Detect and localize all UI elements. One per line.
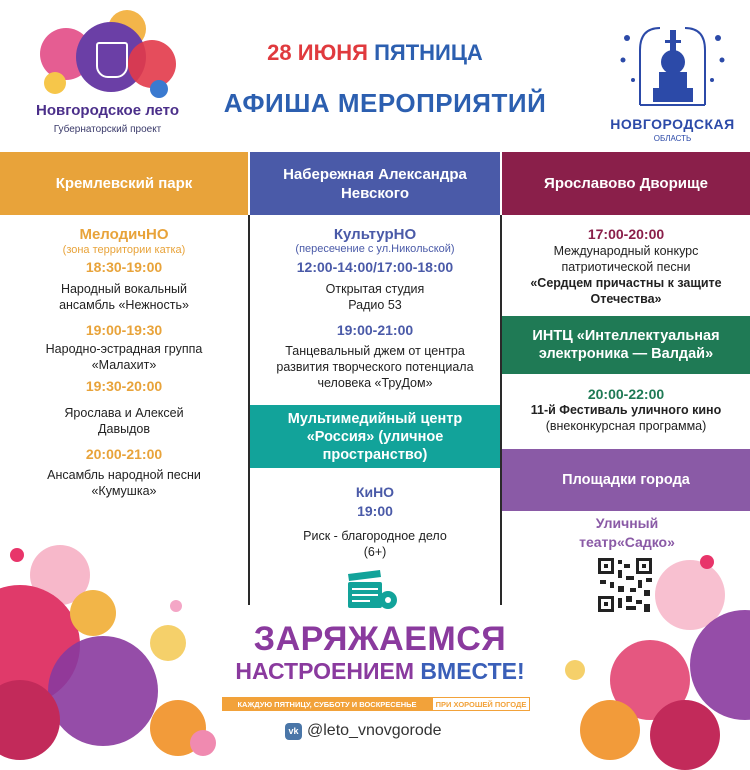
kino-title: КиНО <box>355 484 395 500</box>
logo-circle-red <box>128 40 176 88</box>
vk-icon: vk <box>285 723 302 740</box>
event-title: Ансамбль народной песни «Кумушка» <box>47 468 201 498</box>
venue-band-intc: ИНТЦ «Интеллектуальная электроника — Валдай» <box>502 316 750 374</box>
column-header-embankment: Набережная Александра Невского <box>250 152 500 215</box>
venue-name: МелодичНО <box>79 226 169 243</box>
event-title: Ярослава и Алексей Давыдов <box>64 406 184 436</box>
event-title: Открытая студия Радио 53 <box>325 282 425 312</box>
event-time: 12:00-14:00/17:00-18:00 <box>296 259 454 275</box>
event-weekday: ПЯТНИЦА <box>374 40 483 65</box>
event-title: Международный конкурс патриотической песни <box>553 244 699 274</box>
region-logo <box>605 10 740 155</box>
event-time: 19:00-21:00 <box>336 322 414 338</box>
logo-circle-yellow <box>44 72 66 94</box>
venue-band-multimedia: Мультимедийный центр «Россия» (уличное пространство) <box>250 405 500 468</box>
qr-code-icon <box>596 556 654 614</box>
brand-name: Новгородское лето <box>36 102 179 119</box>
schedule-strip-weather: ПРИ ХОРОШЕЙ ПОГОДЕ <box>432 697 530 711</box>
region-subtitle: ОБЛАСТЬ <box>653 134 692 143</box>
slogan-line-1: ЗАРЯЖАЕМСЯ <box>253 620 507 658</box>
event-time: 20:00-21:00 <box>85 446 163 462</box>
monument-icon <box>605 10 740 115</box>
event-date: 28 ИЮНЯ <box>267 40 368 65</box>
social-link[interactable] <box>285 722 442 740</box>
event-time: 18:30-19:00 <box>85 259 163 275</box>
logo-circle-blue <box>150 80 168 98</box>
slogan-word-mood: НАСТРОЕНИЕМ <box>235 658 415 684</box>
event-title: Народный вокальный ансамбль «Нежность» <box>59 282 189 312</box>
event-note: (внеконкурсная программа) <box>545 419 707 433</box>
event-time: 17:00-20:00 <box>587 226 665 242</box>
venue-note: (пересечение с ул.Никольской) <box>295 243 455 255</box>
kino-time: 19:00 <box>357 503 393 519</box>
brand-subtitle: Губернаторский проект <box>53 124 162 135</box>
slogan-line-2 <box>215 658 545 685</box>
page-title: АФИША МЕРОПРИЯТИЙ <box>223 88 547 118</box>
column-header-yaroslavovo: Ярославово Дворище <box>502 152 750 215</box>
social-handle: @leto_vnovgorode <box>307 722 442 739</box>
venue-name: КультурНО <box>333 226 417 243</box>
kino-film: Риск - благородное дело (6+) <box>303 529 447 559</box>
theatre-title: Уличный театр«Садко» <box>579 515 675 550</box>
schedule-strip-days: КАЖДУЮ ПЯТНИЦУ, СУББОТУ И ВОСКРЕСЕНЬЕ <box>222 697 432 711</box>
region-name: НОВГОРОДСКАЯ <box>610 116 735 132</box>
brand-logo <box>20 10 195 145</box>
column-header-kremlin-park: Кремлевский парк <box>0 152 248 215</box>
event-title-bold: 11-й Фестиваль уличного кино <box>530 403 722 417</box>
crest-icon <box>96 42 128 78</box>
event-title: Танцевальный джем от центра развития творческого потенциала человека «ТруДом» <box>276 344 474 390</box>
event-time: 19:30-20:00 <box>85 378 163 394</box>
event-title: Народно-эстрадная группа «Малахит» <box>45 342 203 372</box>
film-clapper-icon <box>346 568 398 612</box>
event-title-bold: «Сердцем причастны к защите Отечества» <box>530 276 722 306</box>
venue-note: (зона территории катка) <box>62 244 186 256</box>
venue-band-city: Площадки города <box>502 449 750 511</box>
date-line <box>210 40 540 66</box>
event-time: 20:00-22:00 <box>587 386 665 402</box>
event-time: 19:00-19:30 <box>85 322 163 338</box>
slogan-word-together: ВМЕСТЕ! <box>420 658 525 684</box>
